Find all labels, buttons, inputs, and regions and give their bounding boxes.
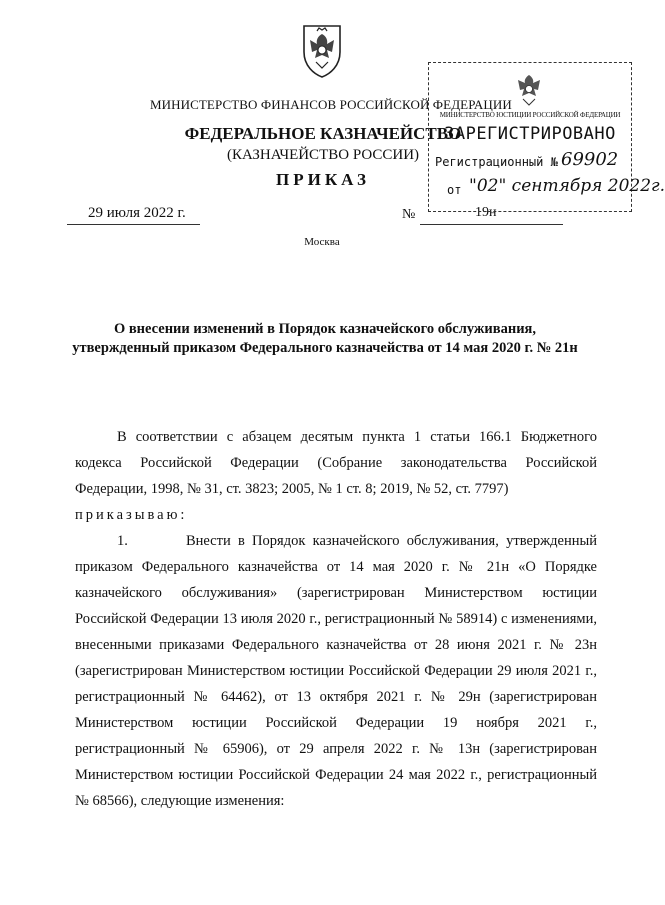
order-word: приказываю: xyxy=(75,507,188,523)
document-body xyxy=(75,424,597,814)
ministry-name: МИНИСТЕРСТВО ФИНАНСОВ РОССИЙСКОЙ ФЕДЕРАЦИИ xyxy=(150,97,512,112)
number-sign: № xyxy=(402,207,416,222)
stamp-reg-date: "02" сентября 2022г. xyxy=(469,176,665,196)
city: Москва xyxy=(304,236,340,248)
order-date: 29 июля 2022 г. xyxy=(88,205,186,221)
document-heading: О внесении изменений в Порядок казначейского обслуживания, утвержденный приказом Федерального казначейства от 14 мая 2020 г. № 21н xyxy=(72,321,578,356)
stamp-from-label: от xyxy=(447,183,462,197)
date-underline xyxy=(67,224,200,225)
order-number: 19н xyxy=(475,205,497,220)
order-title: ПРИКАЗ xyxy=(276,170,370,189)
registration-stamp xyxy=(428,62,665,212)
agency-name: ФЕДЕРАЛЬНОЕ КАЗНАЧЕЙСТВО xyxy=(184,124,462,143)
stamp-registered-word: ЗАРЕГИСТРИРОВАНО xyxy=(444,124,616,144)
item-1-paragraph xyxy=(75,528,597,814)
stamp-ministry: МИНИСТЕРСТВО ЮСТИЦИИ РОССИЙСКОЙ ФЕДЕРАЦИИ xyxy=(439,111,621,119)
stamp-reg-label: Регистрационный № xyxy=(435,155,558,169)
preamble-paragraph: В соответствии с абзацем десятым пункта 1 статьи 166.1 Бюджетного кодекса Российской Федерации (Собрание законодательства Российской Федерации, 1998, № 31, ст. 3823; 2005, № 1 ст. 8; 2019, № 52, ст. 7797) xyxy=(75,429,597,497)
stamp-reg-number: 69902 xyxy=(561,149,619,170)
item-1-number: 1. xyxy=(117,533,128,549)
agency-short-name: (КАЗНАЧЕЙСТВО РОССИИ) xyxy=(226,147,420,163)
number-underline xyxy=(420,224,563,225)
coat-of-arms-icon xyxy=(300,22,344,78)
item-1-text: Внести в Порядок казначейского обслуживания, утвержденный приказом Федерального казначейства от 14 мая 2020 г. № 21н «О Порядке казначейского обслуживания» (зарегистрирован Министерством юстиции Российской Федерации 13 июля 2020 г., регистрационный № 58914) с изменениями, внесенными приказами Федерального казначейства от 28 июня 2021 г. № 23н (зарегистрирован Министерством юстиции Российской Федерации 29 июля 2021 г., регистрационный № 64462), от 13 октября 2021 г. № 29н (зарегистрирован Министерством юстиции Российской Федерации 19 ноября 2021 г., регистрационный № 65906), от 29 апреля 2022 г. № 13н (зарегистрирован Министерством юстиции Российской Федерации 24 мая 2022 г., регистрационный № 68566), следующие изменения: xyxy=(75,533,597,809)
stamp-emblem-icon xyxy=(511,71,547,109)
